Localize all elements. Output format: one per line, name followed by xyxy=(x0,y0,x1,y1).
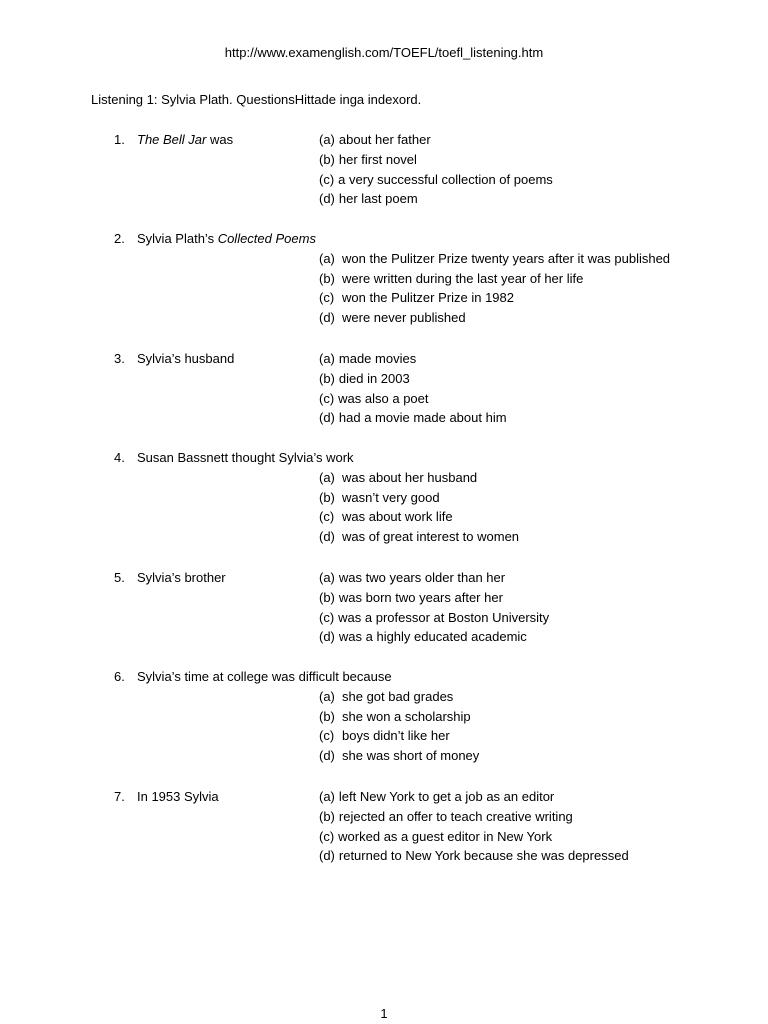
option-letter: (a) xyxy=(319,688,335,704)
question-2 xyxy=(0,229,768,328)
option-a xyxy=(319,468,477,488)
stem-italic: The Bell Jar xyxy=(137,132,207,147)
option-letter: (d) xyxy=(319,748,335,764)
question-stem-row xyxy=(0,229,768,249)
option-text: boys didn’t like her xyxy=(342,728,450,744)
option-letter: (d) xyxy=(319,410,335,426)
option-b xyxy=(319,150,417,170)
option-text: won the Pulitzer Prize twenty years after it was published xyxy=(342,250,671,266)
option-c xyxy=(319,389,429,409)
source-url: http://www.examenglish.com/TOEFL/toefl_listening.htm xyxy=(224,45,544,60)
option-text: was also a poet xyxy=(338,390,429,406)
option-text: had a movie made about him xyxy=(338,410,507,426)
option-b xyxy=(319,369,410,389)
question-number: 1. xyxy=(114,132,125,147)
option-c xyxy=(319,288,514,308)
option-text: was a professor at Boston University xyxy=(338,609,550,625)
question-stem-row xyxy=(0,448,768,468)
page-title: Listening 1: Sylvia Plath. QuestionsHittade inga indexord. xyxy=(91,92,422,107)
option-text: was two years older than her xyxy=(338,570,506,585)
question-number: 5. xyxy=(114,570,125,585)
option-text: worked as a guest editor in New York xyxy=(338,828,553,844)
question-1 xyxy=(0,130,768,209)
option-c xyxy=(319,608,549,628)
question-4 xyxy=(0,448,768,547)
option-letter: (d) xyxy=(319,191,335,207)
option-text: a very successful collection of poems xyxy=(338,171,553,187)
option-a xyxy=(319,568,505,588)
page-number: 1 xyxy=(380,1006,388,1021)
question-number: 7. xyxy=(114,789,125,804)
option-text: was about her husband xyxy=(342,469,478,485)
stem-prefix: Sylvia’s husband xyxy=(137,351,235,366)
option-letter: (b) xyxy=(319,589,335,605)
option-d xyxy=(319,846,629,866)
stem-prefix: Sylvia Plath’s xyxy=(137,231,218,246)
option-b xyxy=(319,707,471,727)
option-text: was about work life xyxy=(342,509,453,525)
option-letter: (b) xyxy=(319,708,335,724)
option-text: left New York to get a job as an editor xyxy=(338,789,555,804)
option-text: she got bad grades xyxy=(342,688,454,704)
question-stem-row xyxy=(0,349,768,369)
option-letter: (b) xyxy=(319,489,335,505)
stem-prefix: Susan Bassnett thought Sylvia’s work xyxy=(137,450,354,465)
option-letter: (b) xyxy=(319,370,335,386)
option-a xyxy=(319,687,453,707)
question-stem-row xyxy=(0,787,768,807)
option-c xyxy=(319,726,450,746)
option-letter: (d) xyxy=(319,529,335,545)
question-stem-row xyxy=(0,568,768,588)
option-letter: (a) xyxy=(319,250,335,266)
option-text: she won a scholarship xyxy=(342,708,471,724)
option-c xyxy=(319,507,453,527)
option-letter: (a) xyxy=(319,351,335,366)
option-letter: (c) xyxy=(319,390,335,406)
option-letter: (b) xyxy=(319,151,335,167)
option-text: she was short of money xyxy=(342,748,480,764)
question-stem xyxy=(137,448,354,468)
option-letter: (d) xyxy=(319,629,335,645)
question-stem xyxy=(137,787,219,807)
option-b xyxy=(319,269,583,289)
option-text: were never published xyxy=(342,310,466,326)
question-3 xyxy=(0,349,768,428)
question-number: 2. xyxy=(114,231,125,246)
option-c xyxy=(319,827,552,847)
option-c xyxy=(319,170,553,190)
stem-prefix: Sylvia’s time at college was difficult because xyxy=(137,669,392,684)
option-letter: (a) xyxy=(319,469,335,485)
option-text: was of great interest to women xyxy=(342,529,520,545)
option-letter: (d) xyxy=(319,848,335,864)
option-letter: (b) xyxy=(319,808,335,824)
question-stem xyxy=(137,568,226,588)
option-letter: (a) xyxy=(319,132,335,147)
option-letter: (c) xyxy=(319,609,335,625)
option-text: about her father xyxy=(338,132,431,147)
option-d xyxy=(319,746,479,766)
option-d xyxy=(319,189,418,209)
question-stem-row xyxy=(0,130,768,150)
option-text: returned to New York because she was depressed xyxy=(338,848,629,864)
option-a xyxy=(319,130,431,150)
question-stem-row xyxy=(0,667,768,687)
question-stem xyxy=(137,229,316,249)
option-d xyxy=(319,308,466,328)
stem-italic: Collected Poems xyxy=(217,231,316,246)
option-d xyxy=(319,627,527,647)
stem-suffix: was xyxy=(206,132,234,147)
option-text: was born two years after her xyxy=(338,589,503,605)
question-7 xyxy=(0,787,768,866)
option-a xyxy=(319,349,416,369)
option-text: died in 2003 xyxy=(338,370,410,386)
question-number: 6. xyxy=(114,669,125,684)
option-text: her last poem xyxy=(338,191,418,207)
option-b xyxy=(319,807,573,827)
question-5 xyxy=(0,568,768,647)
option-letter: (c) xyxy=(319,290,335,306)
option-letter: (c) xyxy=(319,828,335,844)
option-text: made movies xyxy=(338,351,417,366)
option-text: were written during the last year of her life xyxy=(342,270,584,286)
option-text: won the Pulitzer Prize in 1982 xyxy=(342,290,514,306)
option-letter: (b) xyxy=(319,270,335,286)
option-letter: (a) xyxy=(319,570,335,585)
option-text: rejected an offer to teach creative writing xyxy=(338,808,573,824)
option-a xyxy=(319,787,554,807)
question-stem xyxy=(137,349,234,369)
option-letter: (a) xyxy=(319,789,335,804)
option-a xyxy=(319,249,670,269)
option-d xyxy=(319,527,519,547)
question-6 xyxy=(0,667,768,766)
question-stem xyxy=(137,130,233,150)
stem-prefix: Sylvia’s brother xyxy=(137,570,226,585)
option-text: her first novel xyxy=(338,151,417,167)
option-b xyxy=(319,588,503,608)
option-d xyxy=(319,408,507,428)
question-number: 3. xyxy=(114,351,125,366)
question-number: 4. xyxy=(114,450,125,465)
option-text: was a highly educated academic xyxy=(338,629,527,645)
stem-prefix: In 1953 Sylvia xyxy=(137,789,219,804)
option-letter: (c) xyxy=(319,728,335,744)
question-stem xyxy=(137,667,392,687)
option-b xyxy=(319,488,440,508)
option-letter: (c) xyxy=(319,171,335,187)
option-letter: (d) xyxy=(319,310,335,326)
option-text: wasn’t very good xyxy=(342,489,440,505)
option-letter: (c) xyxy=(319,509,335,525)
